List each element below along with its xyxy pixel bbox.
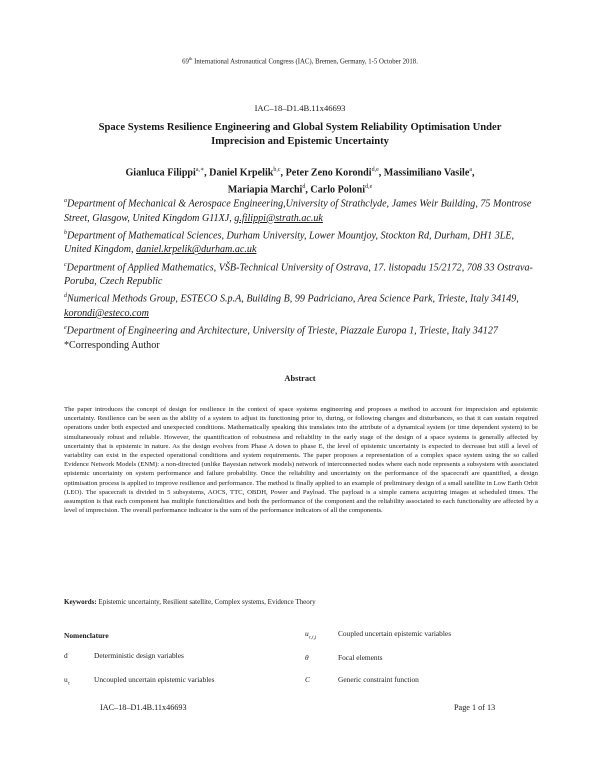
- author-separator: ,: [280, 167, 286, 179]
- nomenclature-description: Coupled uncertain epistemic variables: [338, 629, 452, 638]
- keywords-label: Keywords:: [64, 598, 97, 606]
- affiliation-mark: b: [64, 229, 67, 236]
- email-link[interactable]: korondi@esteco.com: [64, 307, 149, 319]
- nomenclature-symbol: [305, 629, 316, 640]
- affiliations: [64, 194, 542, 353]
- affiliation-mark: a: [64, 198, 67, 204]
- author-affiliation-mark: d,e: [371, 167, 379, 173]
- author-separator: ,: [378, 167, 384, 179]
- author-affiliation-mark: d: [302, 184, 306, 191]
- affiliation-d: [64, 289, 542, 321]
- abstract-body: The paper introduces the concept of design for resilience in the context of space systems engineering and proposes a method to account for imprecision and epistemic uncertainty. Resilience can be seen as the ability of a system to adjust its functioning prior to, during, or following changes and disturbances, so that it can sustain required operations under both expected and unexpected conditions. Mathematically speaking this translates into the attribute of a dynamical system (or time dependent system) to be simultaneously robust and reliable. However, the quantification of robustness and reliability in the early stage of the design of a space systems is generally affected by uncertainty that is epistemic in nature. As the design evolves from Phase A down to phase E, the level of epistemic uncertainty is expected to decrease but still a level of variability can exist in the expected operational conditions and system requirements. The paper proposes a representation of a complex space system using the so called Evidence Network Models (ENM): a non-directed (unlike Bayesian network models) network of interconnected nodes where each node represents a subsystem with associated epistemic uncertainty on system performance and failure probability. Once the reliability and uncertainty on the performance of the spacecraft are quantified, a design optimisation process is applied to improve resilience and performance. The method is finally applied to an example of preliminary design of a small satellite in Low Earth Orbit (LEO). The spacecraft is divided in 5 subsystems, AOCS, TTC, OBDH, Power and Payload. The payload is a simple camera acquiring images at scheduled times. The assumption is that each component has multiple functionalities and both the performance of the component and the reliability associated to each functionality are affected by a level of imprecision. The overall performance indicator is the sum of the performance indicators of all the components.: [64, 406, 538, 515]
- nomenclature-symbol: [305, 653, 309, 662]
- symbol-main: d: [64, 651, 68, 660]
- nomenclature-description: Generic constraint function: [338, 675, 419, 684]
- affiliation-mark: c: [64, 261, 67, 268]
- affiliation-a: [64, 194, 542, 226]
- page-number: Page 1 of 13: [454, 703, 496, 712]
- nomenclature-symbol: [305, 675, 310, 684]
- symbol-main: C: [305, 675, 310, 684]
- affiliation-e: [64, 321, 542, 339]
- author-name: Mariapia Marchi: [227, 184, 303, 196]
- affiliation-text: Numerical Methods Group, ESTECO S.p.A, Building B, 99 Padriciano, Area Science Park, Trieste, Italy 34149,: [67, 293, 519, 305]
- conference-ordinal-suffix: th: [188, 56, 193, 61]
- keywords: [64, 598, 538, 606]
- abstract-heading: Abstract: [284, 374, 316, 383]
- symbol-main: u: [305, 629, 309, 638]
- affiliation-b: [64, 226, 542, 258]
- author-line-1: [60, 163, 540, 180]
- author-affiliation-mark: a: [469, 167, 472, 173]
- email-link[interactable]: g.filippi@strath.ac.uk: [234, 212, 323, 224]
- keywords-text: Epistemic uncertainty, Resilient satellite, Complex systems, Evidence Theory: [96, 598, 316, 606]
- author-name: Daniel Krpelik: [209, 167, 274, 179]
- nomenclature-description: Uncoupled uncertain epistemic variables: [94, 675, 215, 684]
- author-separator: ,: [472, 167, 475, 179]
- author-name: Carlo Poloni: [310, 184, 366, 196]
- affiliation-text: Department of Applied Mathematics, VŠB-Technical University of Ostrava, 17. listopadu 15/2172, 708 33 Ostrava-Poruba, Czech Republic: [64, 261, 533, 288]
- title-line-1: Space Systems Resilience Engineering and Global System Reliability Optimisation Under: [98, 122, 502, 133]
- author-name: Gianluca Filippi: [125, 167, 196, 179]
- nomenclature-symbol: [64, 651, 68, 660]
- symbol-subscript: c: [67, 681, 70, 687]
- author-name: Peter Zeno Korondi: [285, 167, 372, 179]
- nomenclature-symbol: [64, 675, 70, 686]
- nomenclature-title: Nomenclature: [64, 631, 109, 640]
- paper-title: [60, 121, 540, 149]
- paper-id: IAC–18–D1.4B.11x46693: [254, 103, 346, 113]
- symbol-main: θ: [305, 653, 309, 662]
- conference-ordinal: 69: [182, 58, 189, 66]
- nomenclature-description: Focal elements: [338, 653, 383, 662]
- affiliation-text: Department of Mathematical Sciences, Durham University, Lower Mountjoy, Stockton Rd, Durham, DH1 3LE, United Kingdom,: [64, 230, 515, 256]
- affiliation-mark: e: [64, 325, 67, 332]
- nomenclature-description: Deterministic design variables: [94, 651, 184, 660]
- email-link[interactable]: daniel.krpelik@durham.ac.uk: [136, 244, 257, 256]
- affiliation-text: Department of Engineering and Architecture, University of Trieste, Piazzale Europa 1, Trieste, Italy 34127: [66, 325, 498, 337]
- author-separator: ,: [204, 167, 210, 179]
- affiliation-text: Department of Mechanical & Aerospace Engineering,University of Strathclyde, James Weir Building, 75 Montrose Street, Glasgow, United Kingdom G11XJ,: [64, 198, 532, 224]
- title-line-2: Imprecision and Epistemic Uncertainty: [211, 136, 389, 147]
- author-affiliation-mark: d,e: [365, 184, 373, 191]
- affiliation-mark: d: [64, 293, 67, 300]
- corresponding-author: *Corresponding Author: [64, 339, 160, 351]
- footer-paper-id: IAC–18–D1.4B.11x46693: [100, 703, 187, 712]
- author-list: [60, 163, 540, 198]
- affiliation-c: [64, 258, 542, 290]
- conference-header: [0, 56, 600, 65]
- symbol-subscript: c,i,j: [308, 635, 317, 641]
- author-affiliation-mark: b,c: [273, 167, 281, 173]
- symbol-main: u: [64, 675, 68, 684]
- author-separator: ,: [305, 184, 311, 196]
- conference-name: International Astronautical Congress (IAC), Bremen, Germany, 1-5 October 2018.: [192, 58, 418, 66]
- author-name: Massimiliano Vasile: [383, 167, 470, 179]
- author-affiliation-mark: a,∗: [195, 167, 205, 173]
